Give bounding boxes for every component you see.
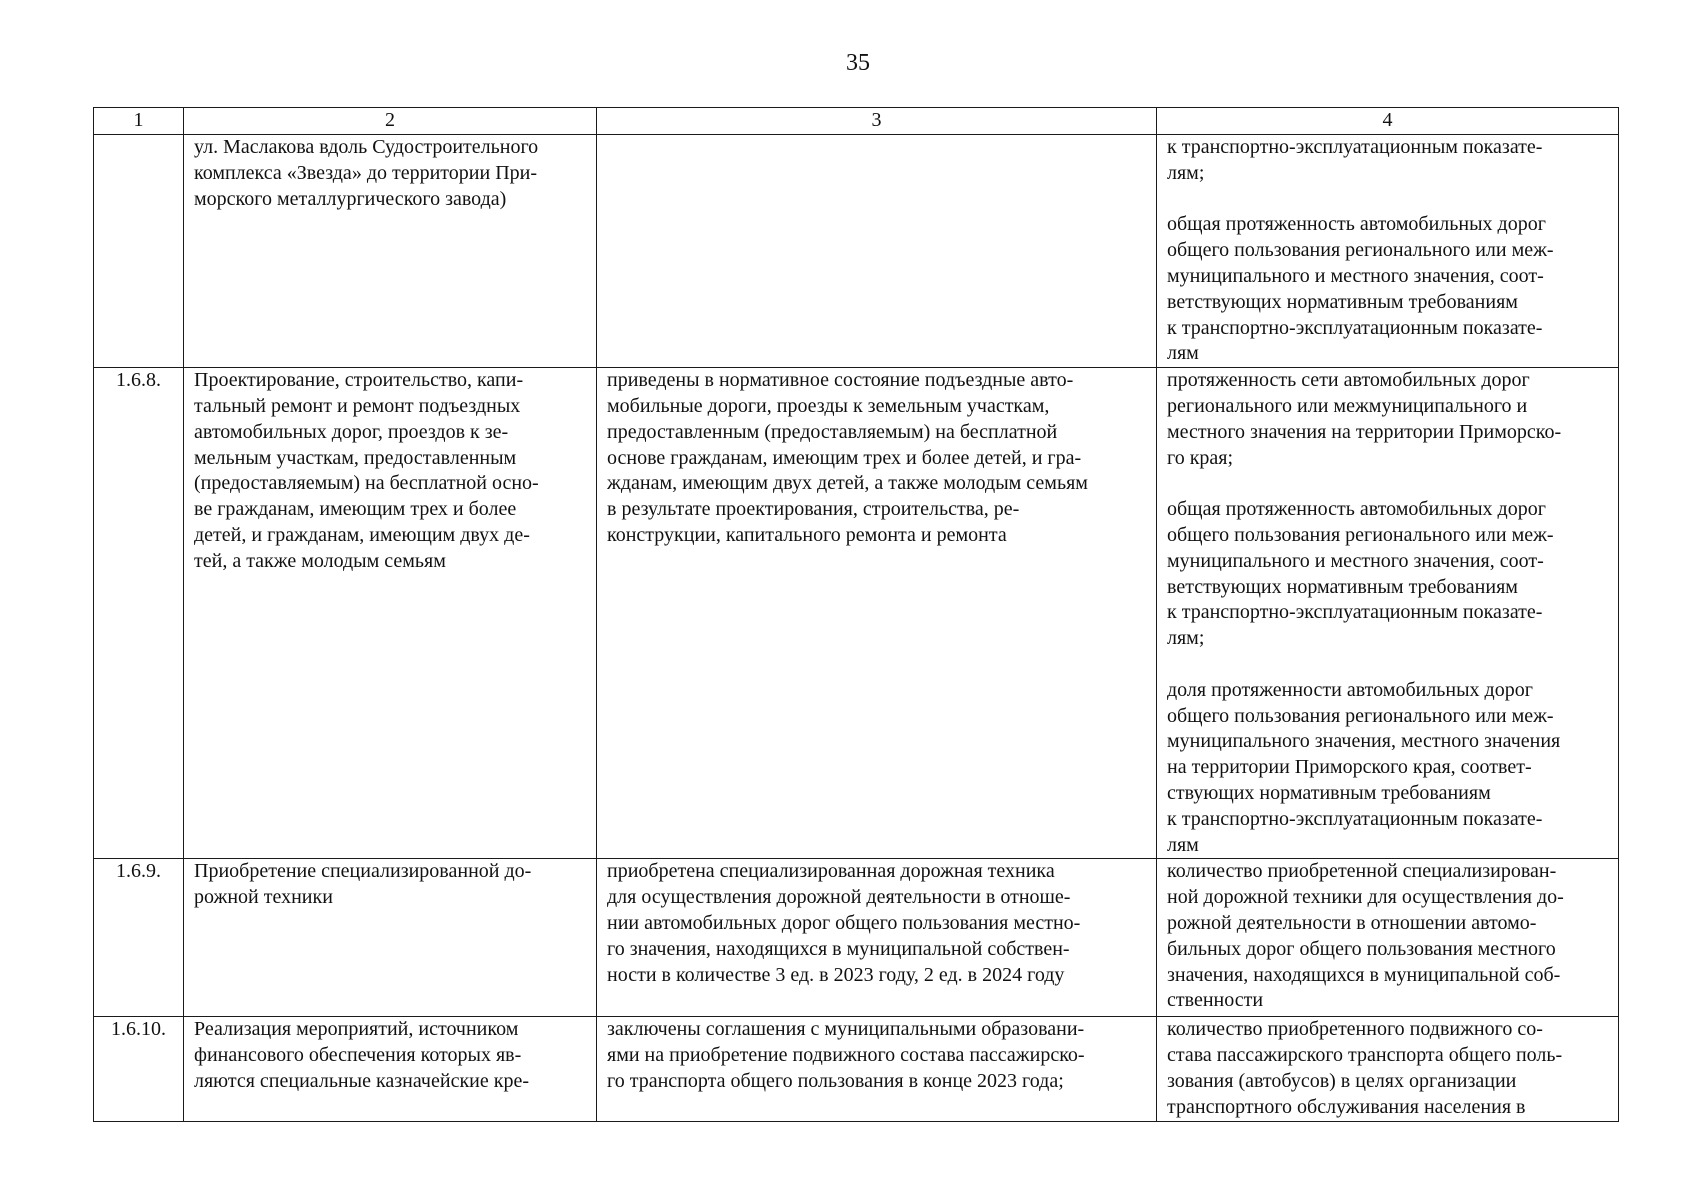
indicator-cell: количество приобретенной специализирован- ной дорожной техники для осуществления до- рожной деятельности в отношении автомо- бильных дорог общего пользования местного значения, находящихся в муниципальной соб- ственности [1157, 859, 1619, 1017]
header-cell: 1 [94, 108, 184, 135]
header-cell: 3 [597, 108, 1157, 135]
indicator-cell: протяженность сети автомобильных дорог регионального или межмуниципального и местного значения на территории Приморско- го края; общая протяженность автомобильных дорог общего пользования регионального или меж- муниципального и местного значения, соот- ветствующих нормативным требованиям к транспортно-эксплуатационным показате- лям; доля протяженности автомобильных дорог общего пользования регионального или меж- муниципального значения, местного значения на территории Приморского края, соответ- ствующих нормативным требованиям к транспортно-эксплуатационным показате- лям [1157, 368, 1619, 859]
table-row [94, 1017, 1619, 1121]
table-row [94, 368, 1619, 859]
result-cell: приведены в нормативное состояние подъездные авто- мобильные дороги, проезды к земельным участкам, предоставленным (предоставляемым) на бесплатной основе гражданам, имеющим трех и более детей, и гра- жданам, имеющим двух детей, а также молодым семьям в результате проектирования, строительства, ре- конструкции, капитального ремонта и ремонта [597, 368, 1157, 859]
page-number: 35 [846, 50, 870, 76]
table-row [94, 859, 1619, 1017]
header-cell: 2 [184, 108, 597, 135]
row-number-cell: 1.6.9. [94, 859, 184, 1017]
result-cell: приобретена специализированная дорожная техника для осуществления дорожной деятельности в отноше- нии автомобильных дорог общего пользования местно- го значения, находящихся в муниципальной собствен- ности в количестве 3 ед. в 2023 году, 2 ед. в 2024 году [597, 859, 1157, 1017]
row-number-cell [94, 135, 184, 368]
indicator-cell: количество приобретенного подвижного со- става пассажирского транспорта общего поль- зования (автобусов) в целях организации транспортного обслуживания населения в [1157, 1017, 1619, 1121]
header-cell: 4 [1157, 108, 1619, 135]
table-row [94, 135, 1619, 368]
document-table [93, 107, 1619, 1122]
result-cell: заключены соглашения с муниципальными образовани- ями на приобретение подвижного состава пассажирско- го транспорта общего пользования в конце 2023 года; [597, 1017, 1157, 1121]
indicator-cell: к транспортно-эксплуатационным показате- лям; общая протяженность автомобильных дорог общего пользования регионального или меж- муниципального и местного значения, соот- ветствующих нормативным требованиям к транспортно-эксплуатационным показате- лям [1157, 135, 1619, 368]
row-number-cell: 1.6.10. [94, 1017, 184, 1121]
result-cell [597, 135, 1157, 368]
measure-cell: ул. Маслакова вдоль Судостроительного комплекса «Звезда» до территории При- морского металлургического завода) [184, 135, 597, 368]
measure-cell: Проектирование, строительство, капи- тальный ремонт и ремонт подъездных автомобильных дорог, проездов к зе- мельным участкам, предоставленным (предоставляемым) на бесплатной осно- ве гражданам, имеющим трех и более детей, и гражданам, имеющим двух де- тей, а также молодым семьям [184, 368, 597, 859]
measure-cell: Реализация мероприятий, источником финансового обеспечения которых яв- ляются специальные казначейские кре- [184, 1017, 597, 1121]
row-number-cell: 1.6.8. [94, 368, 184, 859]
table-header-row [94, 108, 1619, 135]
measure-cell: Приобретение специализированной до- рожной техники [184, 859, 597, 1017]
